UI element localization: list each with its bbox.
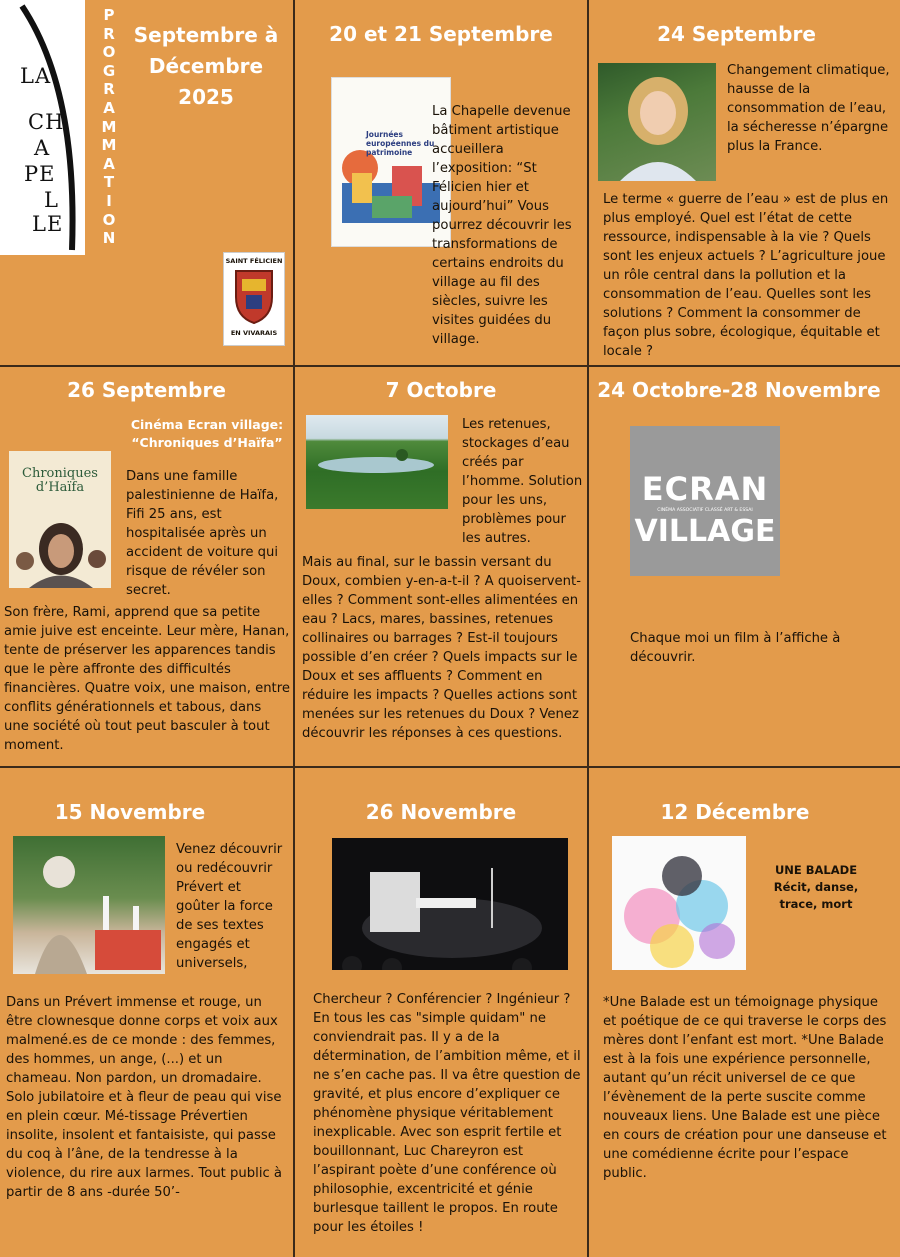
title-letter: T bbox=[103, 173, 115, 192]
title-letter: N bbox=[102, 229, 116, 248]
stage-performer-icon bbox=[332, 838, 568, 970]
ecran-village-logo bbox=[630, 426, 780, 576]
event-description: Mais au final, sur le bassin versant du Doux, combien y-en-a-t-il ? A quoiservent-elles ? Comment sont-elles alimentées en eau ? Lacs, mares, bassines, retenues collinaires ou barrages ? Est-il toujours possible d’en créer ? Quels impacts sur le Doux et ses affluents ? Comment en réduire les impacts ? Quelles actions sont menées sur les retenues du Doux ? Venez découvrir les réponses à ces questions. bbox=[302, 555, 581, 741]
title-letter: O bbox=[102, 210, 116, 229]
event-intro: Dans une famille palestinienne de Haïfa, Fifi 25 ans, est hospitalisée après un accident de voiture qui risque de révéler son secret. bbox=[126, 469, 279, 598]
event-date-heading: 20 et 21 Septembre bbox=[329, 22, 553, 46]
event-date-heading: 7 Octobre bbox=[385, 378, 497, 402]
event-description: Chercheur ? Conférencier ? Ingénieur ? En tous les cas "simple quidam" ne conviendrait pas. Il y a de la détermination, de l’ambition même, et il ne s’en cache pas. Il va être question de gravité, et plus encore d’expliquer ce phénomène physique véritablement inexplicable. Avec son esprit fertile et bouillonnant, Luc Chareyron est l’aspirant poète d’une conférence où philosophie, excentricité et génie burlesque taillent le propos. En route pour les étoiles ! bbox=[313, 992, 581, 1235]
title-letter: R bbox=[103, 24, 115, 43]
event-date-heading: 26 Septembre bbox=[67, 378, 226, 402]
season-title-line: Septembre à bbox=[133, 23, 279, 47]
crest-top-label: SAINT FÉLICIEN bbox=[225, 257, 283, 265]
event-description: *Une Balade est un témoignage physique et poétique de ce qui traverse le corps des mères dont l’enfant est mort. *Une Balade est à la fois une expérience personnelle, autant qu’un récit universel de ce que l’évènement de la perte suscite comme nouveaux liens. Une Balade est une pièce en cours de création pour une danseuse et une comédienne écrite pour l’espace public. bbox=[603, 995, 887, 1181]
title-letter: M bbox=[101, 117, 117, 136]
poster-title: Journées européennes du patrimoine bbox=[366, 130, 435, 157]
event-intro: Les retenues, stockages d’eau créés par l’homme. Solution pour les uns, problèmes pour les autres. bbox=[462, 417, 583, 546]
event-intro: Venez découvrir ou redécouvrir Prévert et goûter la force de ses textes engagés et universels, bbox=[176, 842, 283, 971]
logo-line: VILLAGE bbox=[634, 514, 776, 549]
title-letter: O bbox=[102, 43, 116, 62]
title-letter: I bbox=[106, 191, 112, 210]
logo-text: L bbox=[44, 188, 59, 212]
crest-bottom-label: EN VIVARAIS bbox=[230, 329, 278, 337]
grid-divider bbox=[0, 766, 900, 768]
event-description: Son frère, Rami, apprend que sa petite amie juive est enceinte. Leur mère, Hanan, tente de préserver les apparences tandis que le père affronte des difficultés financières. Quatre voix, une maison, entre conflits générationnels et tabous, dans une société où tout peut basculer à tout moment. bbox=[4, 605, 290, 753]
event-description: La Chapelle devenue bâtiment artistique accueillera l’exposition: “St Félicien hier et aujourd’hui” Vous pourrez découvrir les transformations de certains endroits du village au fil des siècles, suivre les visites guidées du village. bbox=[432, 104, 572, 347]
stage-performance-photo bbox=[332, 838, 568, 970]
clown-performer-icon bbox=[13, 836, 165, 974]
title-letter: P bbox=[103, 6, 115, 24]
title-letter: G bbox=[102, 61, 116, 80]
logo-text: LA bbox=[20, 64, 52, 88]
event-description: Chaque moi un film à l’affiche à découvrir. bbox=[630, 631, 841, 665]
event-description: Dans un Prévert immense et rouge, un être clownesque donne corps et voix aux malmené.es de ce monde : des femmes, des hommes, un ange, (...) et un chameau. Non pardon, un dromadaire. Solo jubilatoire et à fleur de peau qui vise en plein cœur. Mé-tissage Prévertien insolite, insolent et fantaisiste, qui passe du coq à l’âne, de la tendresse à la violence, du rire aux larmes. Tout public à partir de 8 ans -durée 50’- bbox=[6, 995, 283, 1200]
grid-divider bbox=[293, 0, 295, 1257]
title-letter: M bbox=[101, 136, 117, 155]
logo-text: CH bbox=[28, 110, 65, 134]
film-poster-title: Chroniques d’Haïfa bbox=[22, 466, 98, 495]
event-title-line: Récit, danse, trace, mort bbox=[773, 880, 859, 911]
logo-text: A bbox=[34, 136, 51, 160]
event-title bbox=[756, 862, 876, 913]
event-subtitle bbox=[126, 416, 288, 452]
event-title-line: UNE BALADE bbox=[774, 863, 858, 877]
film-poster bbox=[9, 451, 111, 588]
water-reservoir-photo bbox=[306, 415, 448, 509]
logo-subtitle: CINÉMA ASSOCIATIF CLASSÉ ART & ESSAI bbox=[657, 508, 753, 513]
event-intro: Changement climatique, hausse de la consommation de l’eau, la sécheresse n’épargne plus la France. bbox=[727, 63, 890, 154]
portrait-icon bbox=[598, 63, 716, 181]
performer-photo bbox=[13, 836, 165, 974]
programmation-vertical-title bbox=[100, 6, 118, 248]
logo-text: LE bbox=[32, 212, 64, 236]
title-letter: R bbox=[103, 80, 115, 99]
title-letter: A bbox=[103, 98, 115, 117]
event-date-heading: 24 Octobre-28 Novembre bbox=[597, 378, 881, 402]
grid-divider bbox=[0, 365, 900, 367]
speaker-photo bbox=[598, 63, 716, 181]
season-title-line: 2025 bbox=[178, 85, 234, 109]
event-date-heading: 12 Décembre bbox=[660, 800, 810, 824]
season-title-line: Décembre bbox=[148, 54, 264, 78]
watercolor-artwork bbox=[612, 836, 746, 970]
event-date-heading: 24 Septembre bbox=[657, 22, 816, 46]
event-date-heading: 26 Novembre bbox=[365, 800, 517, 824]
season-title bbox=[126, 20, 286, 113]
event-subtitle-line: “Chroniques d’Haïfa” bbox=[131, 435, 283, 450]
saint-felicien-crest bbox=[223, 252, 285, 346]
la-chapelle-logo bbox=[0, 0, 85, 255]
event-description: Le terme « guerre de l’eau » est de plus en plus employé. Quel est l’état de cette ressource, indispensable à la vie ? Quels sont les enjeux actuels ? L’agriculture joue un rôle central dans la pollution et la consommation de l’eau. Quelles sont les solutions ? Comment la consommer de façon plus sobre, écologique, équitable et locale ? bbox=[603, 192, 889, 359]
title-letter: A bbox=[103, 154, 115, 173]
coat-of-arms-icon bbox=[224, 265, 284, 325]
logo-text: PE bbox=[24, 162, 56, 186]
landscape-illustration-icon bbox=[306, 415, 448, 509]
event-date-heading: 15 Novembre bbox=[54, 800, 206, 824]
watercolor-illustration-icon bbox=[612, 836, 746, 970]
logo-line: ECRAN bbox=[641, 470, 769, 508]
event-subtitle-line: Cinéma Ecran village: bbox=[130, 417, 284, 432]
